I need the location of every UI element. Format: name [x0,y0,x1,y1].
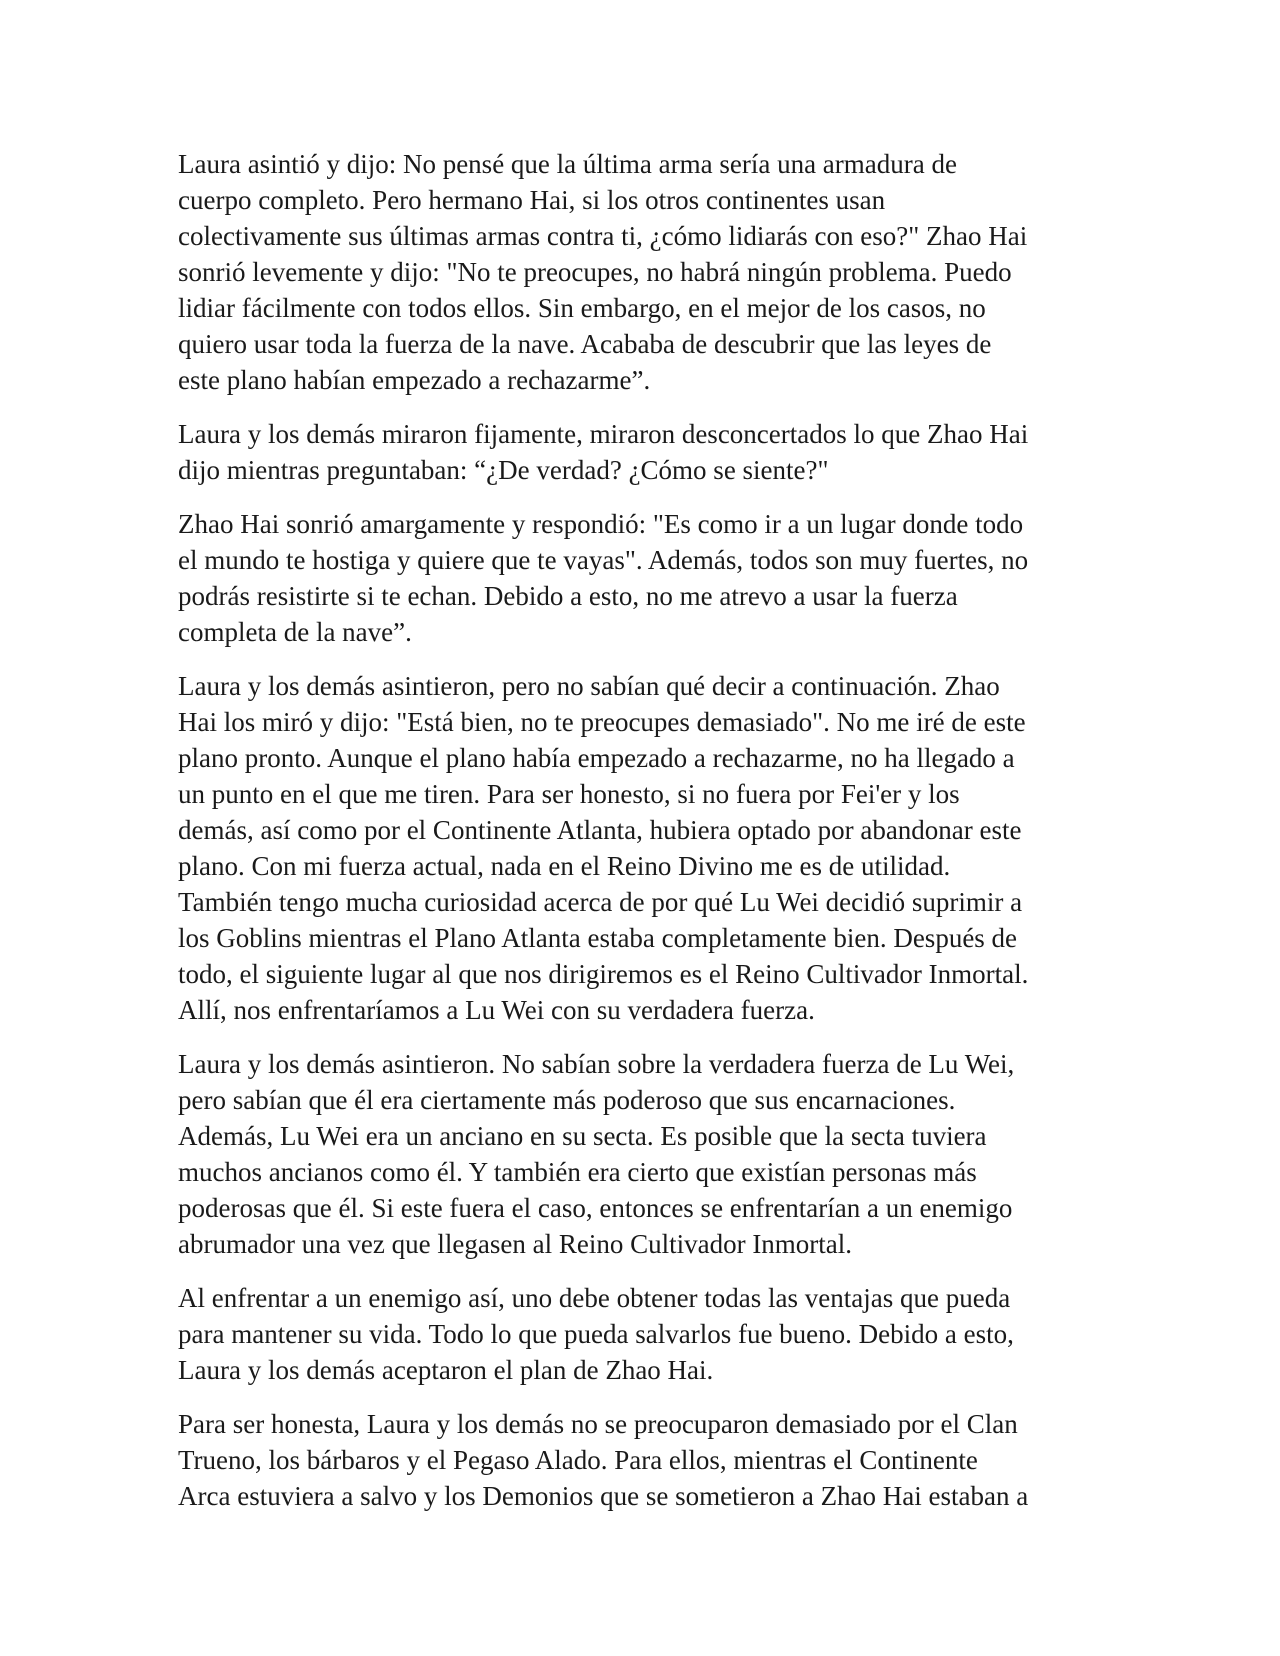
paragraph-7 [178,1406,1108,1514]
text-line: Hai los miró y dijo: "Está bien, no te preocupes demasiado". No me iré de este [178,707,1026,737]
text-line: demás, así como por el Continente Atlanta, hubiera optado por abandonar este [178,815,1022,845]
text-line: cuerpo completo. Pero hermano Hai, si los otros continentes usan [178,185,886,215]
text-line: Para ser honesta, Laura y los demás no se preocuparon demasiado por el Clan [178,1409,1018,1439]
paragraph-6 [178,1280,1108,1388]
text-line: quiero usar toda la fuerza de la nave. Acababa de descubrir que las leyes de [178,329,992,359]
paragraph-5 [178,1046,1108,1262]
text-line: para mantener su vida. Todo lo que pueda salvarlos fue bueno. Debido a esto, [178,1319,1014,1349]
text-line: Además, Lu Wei era un anciano en su secta. Es posible que la secta tuviera [178,1121,987,1151]
text-line: sonrió levemente y dijo: "No te preocupes, no habrá ningún problema. Puedo [178,257,1012,287]
text-line: Laura y los demás aceptaron el plan de Zhao Hai. [178,1355,714,1385]
text-line: lidiar fácilmente con todos ellos. Sin embargo, en el mejor de los casos, no [178,293,986,323]
paragraph-1 [178,146,1108,398]
text-line: Laura y los demás asintieron. No sabían sobre la verdadera fuerza de Lu Wei, [178,1049,1015,1079]
text-line: dijo mientras preguntaban: “¿De verdad? ¿Cómo se siente?" [178,455,829,485]
text-line: Laura y los demás miraron fijamente, miraron desconcertados lo que Zhao Hai [178,419,1029,449]
text-line: un punto en el que me tiren. Para ser honesto, si no fuera por Fei'er y los [178,779,960,809]
paragraph-3 [178,506,1108,650]
text-line: colectivamente sus últimas armas contra ti, ¿cómo lidiarás con eso?" Zhao Hai [178,221,1028,251]
text-line: Allí, nos enfrentaríamos a Lu Wei con su verdadera fuerza. [178,995,815,1025]
text-line: También tengo mucha curiosidad acerca de por qué Lu Wei decidió suprimir a [178,887,1023,917]
text-line: pero sabían que él era ciertamente más poderoso que sus encarnaciones. [178,1085,956,1115]
text-line: este plano habían empezado a rechazarme”. [178,365,651,395]
text-line: Zhao Hai sonrió amargamente y respondió: "Es como ir a un lugar donde todo [178,509,1024,539]
text-line: podrás resistirte si te echan. Debido a esto, no me atrevo a usar la fuerza [178,581,958,611]
text-line: todo, el siguiente lugar al que nos dirigiremos es el Reino Cultivador Inmortal. [178,959,1029,989]
document-body [178,146,1108,1532]
text-line: abrumador una vez que llegasen al Reino Cultivador Inmortal. [178,1229,853,1259]
text-line: Laura y los demás asintieron, pero no sabían qué decir a continuación. Zhao [178,671,1000,701]
text-line: Arca estuviera a salvo y los Demonios que se sometieron a Zhao Hai estaban a [178,1481,1029,1511]
text-line: el mundo te hostiga y quiere que te vayas". Además, todos son muy fuertes, no [178,545,1029,575]
text-line: los Goblins mientras el Plano Atlanta estaba completamente bien. Después de [178,923,1018,953]
text-line: plano. Con mi fuerza actual, nada en el Reino Divino me es de utilidad. [178,851,951,881]
text-line: Trueno, los bárbaros y el Pegaso Alado. Para ellos, mientras el Continente [178,1445,978,1475]
text-line: Al enfrentar a un enemigo así, uno debe obtener todas las ventajas que pueda [178,1283,1011,1313]
paragraph-2 [178,416,1108,488]
text-line: plano pronto. Aunque el plano había empezado a rechazarme, no ha llegado a [178,743,1015,773]
text-line: muchos ancianos como él. Y también era cierto que existían personas más [178,1157,977,1187]
text-line: Laura asintió y dijo: No pensé que la última arma sería una armadura de [178,149,957,179]
paragraph-4 [178,668,1108,1028]
text-line: poderosas que él. Si este fuera el caso, entonces se enfrentarían a un enemigo [178,1193,1013,1223]
text-line: completa de la nave”. [178,617,412,647]
